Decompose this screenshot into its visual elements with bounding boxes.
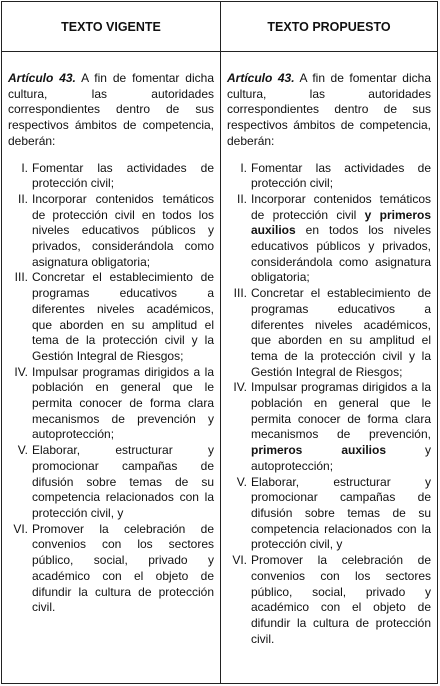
article-intro-text: A fin de fomentar dicha cultura, las autoridades correspondientes dentro de sus respectivos ámbitos de competencia, deberán: — [227, 71, 431, 148]
item-text: Promover la celebración de convenios con los sectores público, social, privado y académico con el objeto de difundir la cultura de protección civil. — [32, 521, 214, 615]
item-number: VI. — [232, 553, 247, 568]
added-text-highlight: y primeros auxilios — [251, 207, 431, 238]
list-item — [227, 286, 431, 380]
list-item — [227, 553, 431, 647]
header-texto-propuesto: TEXTO PROPUESTO — [221, 2, 437, 52]
article-intro — [8, 71, 214, 150]
item-text: Fomentar las actividades de protección civil; — [32, 160, 214, 191]
item-text: Fomentar las actividades de protección civil; — [251, 160, 431, 191]
item-text-part: Incorporar contenidos temáticos de protección civil — [251, 191, 431, 222]
list-item — [227, 380, 431, 474]
item-text — [251, 192, 431, 286]
list-item — [8, 522, 214, 616]
item-text: Incorporar contenidos temáticos de protección civil en todos los niveles educativos públicos y privados, considerándola como asignatura obligatoria; — [32, 191, 214, 269]
list-item — [227, 161, 431, 192]
item-number: III. — [233, 286, 247, 301]
fraction-list — [8, 161, 214, 616]
article-intro-text: A fin de fomentar dicha cultura, las autoridades correspondientes dentro de sus respectivos ámbitos de competencia, deberán: — [8, 71, 214, 148]
item-text-part: Impulsar programas dirigidos a la población en general que le permita conocer de forma clara mecanismos de prevención, — [251, 380, 431, 442]
list-item — [8, 161, 214, 192]
item-number: II. — [17, 191, 28, 206]
column-texto-vigente — [2, 52, 221, 683]
item-number: IV. — [14, 364, 28, 379]
item-number: V. — [236, 474, 247, 489]
list-item — [227, 192, 431, 286]
item-number: I. — [21, 160, 28, 175]
item-text — [251, 380, 431, 474]
item-number: V. — [17, 443, 28, 458]
item-text-part: y autoprotección; — [251, 443, 431, 473]
item-text: Promover la celebración de convenios con los sectores público, social, privado y académico con el objeto de difundir la cultura de protección civil. — [251, 553, 431, 646]
added-text-highlight: primeros auxilios — [251, 443, 387, 458]
item-number: I. — [240, 160, 247, 175]
column-texto-propuesto — [221, 52, 437, 683]
item-text: Elaborar, estructurar y promocionar campañas de difusión sobre temas de su competencia relacionados con la protección civil, y — [251, 474, 431, 552]
item-text: Concretar el establecimiento de programas educativos a diferentes niveles académicos, que aborden en su amplitud el tema de la protección civil y la Gestión Integral de Riesgos; — [32, 270, 214, 363]
item-text: Impulsar programas dirigidos a la población en general que le permita conocer de forma clara mecanismos de prevención y autoprotección; — [32, 364, 214, 442]
item-text-part: en todos los niveles educativos públicos y privados, considerándola como asignatura obligatoria; — [251, 223, 431, 285]
item-number: IV. — [233, 380, 247, 395]
list-item — [8, 192, 214, 271]
list-item — [227, 475, 431, 554]
fraction-list — [227, 161, 431, 648]
article-label: Artículo 43. — [227, 71, 295, 85]
comparison-table — [1, 1, 438, 684]
article-label: Artículo 43. — [8, 71, 76, 85]
header-texto-vigente: TEXTO VIGENTE — [2, 2, 221, 52]
list-item — [8, 270, 214, 364]
item-number: II. — [236, 191, 247, 206]
article-intro — [227, 71, 431, 150]
list-item — [8, 443, 214, 522]
item-text: Concretar el establecimiento de programas educativos a diferentes niveles académicos, que aborden en su amplitud el tema de la protección civil y la Gestión Integral de Riesgos; — [251, 286, 431, 379]
item-text: Elaborar, estructurar y promocionar campañas de difusión sobre temas de su competencia relacionados con la protección civil, y — [32, 443, 214, 520]
item-number: VI. — [13, 521, 28, 536]
list-item — [8, 365, 214, 444]
item-number: III. — [14, 270, 28, 285]
